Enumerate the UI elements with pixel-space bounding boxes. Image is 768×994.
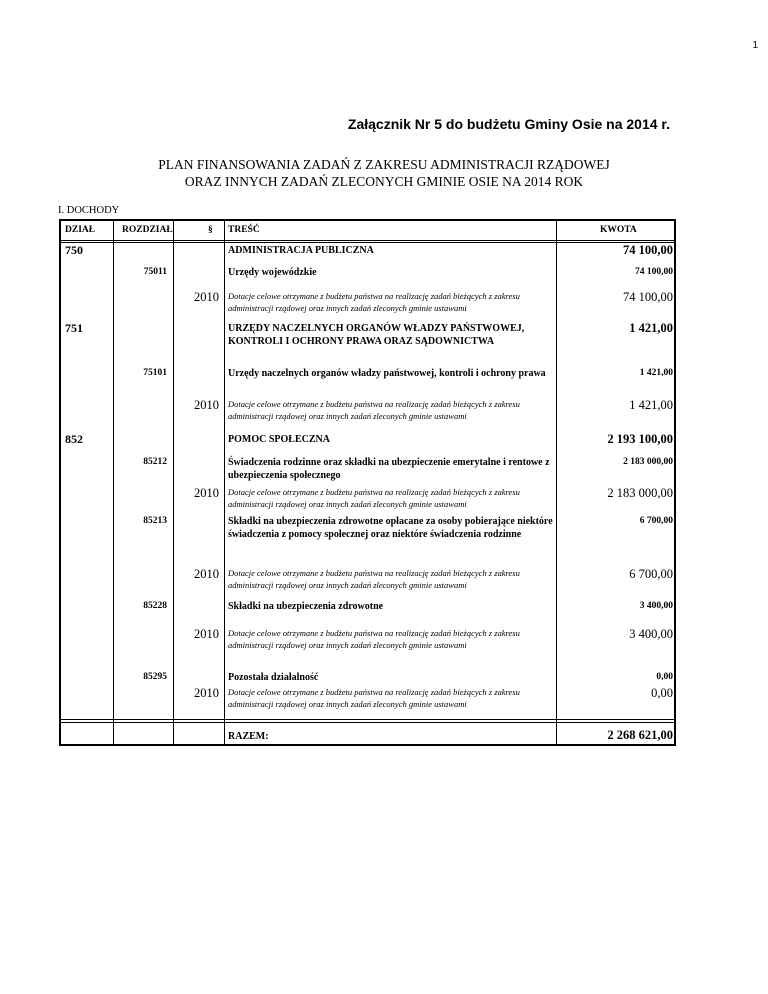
paragraf-description: Dotacje celowe otrzymane z budżetu państwa na realizację zadań bieżących z zakresu administracji rządowej oraz innych zadań zleconych gminie ustawami bbox=[228, 487, 520, 509]
rozdzial-amount: 2 183 000,00 bbox=[623, 457, 673, 467]
paragraf-code: 2010 bbox=[194, 486, 219, 500]
rozdzial-name: Pozostała działalność bbox=[228, 672, 319, 683]
rozdzial-amount: 0,00 bbox=[656, 672, 673, 682]
paragraf-amount: 2 183 000,00 bbox=[607, 486, 673, 500]
paragraf-code: 2010 bbox=[194, 290, 219, 304]
dzial-name: URZĘDY NACZELNYCH ORGANÓW WŁADZY PAŃSTWOWEJ, KONTROLI I OCHRONY PRAWA ORAZ SĄDOWNICTWA bbox=[228, 323, 525, 347]
header-paragraf: § bbox=[208, 225, 213, 235]
page-number: 1 bbox=[752, 40, 758, 51]
header-divider bbox=[61, 240, 674, 241]
total-label: RAZEM: bbox=[228, 731, 269, 742]
dzial-amount: 74 100,00 bbox=[623, 243, 673, 257]
header-kwota: KWOTA bbox=[600, 225, 637, 235]
rozdzial-code: 85213 bbox=[143, 516, 167, 526]
paragraf-description: Dotacje celowe otrzymane z budżetu państwa na realizację zadań bieżących z zakresu administracji rządowej oraz innych zadań zleconych gminie ustawami bbox=[228, 628, 520, 650]
rozdzial-name: Składki na ubezpieczenia zdrowotne opłacane za osoby pobierające niektóre świadczenia z pomocy społecznej oraz niektóre świadczenia rodzinne bbox=[228, 516, 553, 540]
rozdzial-name: Świadczenia rodzinne oraz składki na ubezpieczenie emerytalne i rentowe z ubezpieczenia społecznego bbox=[228, 457, 550, 481]
rozdzial-amount: 1 421,00 bbox=[639, 368, 673, 378]
dzial-code: 852 bbox=[65, 432, 83, 446]
header-rozdzial: ROZDZIAŁ bbox=[122, 225, 173, 235]
paragraf-amount: 74 100,00 bbox=[623, 290, 673, 304]
paragraf-amount: 3 400,00 bbox=[629, 627, 673, 641]
rozdzial-code: 85228 bbox=[143, 601, 167, 611]
paragraf-amount: 0,00 bbox=[651, 686, 673, 700]
dzial-name: POMOC SPOŁECZNA bbox=[228, 434, 330, 445]
paragraf-code: 2010 bbox=[194, 398, 219, 412]
rozdzial-amount: 3 400,00 bbox=[639, 601, 673, 611]
revenue-table bbox=[59, 219, 676, 746]
paragraf-description: Dotacje celowe otrzymane z budżetu państwa na realizację zadań bieżących z zakresu administracji rządowej oraz innych zadań zleconych gminie ustawami bbox=[228, 687, 520, 709]
dzial-code: 750 bbox=[65, 243, 83, 257]
paragraf-code: 2010 bbox=[194, 567, 219, 581]
title-line-1: PLAN FINANSOWANIA ZADAŃ Z ZAKRESU ADMINISTRACJI RZĄDOWEJ bbox=[158, 157, 610, 172]
total-divider bbox=[61, 719, 674, 720]
total-amount: 2 268 621,00 bbox=[607, 728, 673, 742]
rozdzial-amount: 6 700,00 bbox=[639, 516, 673, 526]
document-title bbox=[0, 156, 768, 190]
dzial-amount: 1 421,00 bbox=[629, 321, 673, 335]
rozdzial-name: Urzędy wojewódzkie bbox=[228, 267, 317, 278]
paragraf-code: 2010 bbox=[194, 686, 219, 700]
paragraf-description: Dotacje celowe otrzymane z budżetu państwa na realizację zadań bieżących z zakresu administracji rządowej oraz innych zadań zleconych gminie ustawami bbox=[228, 399, 520, 421]
paragraf-amount: 6 700,00 bbox=[629, 567, 673, 581]
rozdzial-code: 75101 bbox=[143, 368, 167, 378]
rozdzial-name: Urzędy naczelnych organów władzy państwowej, kontroli i ochrony prawa bbox=[228, 368, 546, 379]
dzial-amount: 2 193 100,00 bbox=[607, 432, 673, 446]
rozdzial-amount: 74 100,00 bbox=[635, 267, 673, 277]
annex-title: Załącznik Nr 5 do budżetu Gminy Osie na 2014 r. bbox=[347, 116, 670, 132]
rozdzial-code: 75011 bbox=[143, 267, 167, 277]
paragraf-amount: 1 421,00 bbox=[629, 398, 673, 412]
total-divider bbox=[61, 722, 674, 723]
column-divider bbox=[113, 221, 114, 744]
dzial-code: 751 bbox=[65, 321, 83, 335]
title-line-2: ORAZ INNYCH ZADAŃ ZLECONYCH GMINIE OSIE NA 2014 ROK bbox=[184, 174, 584, 189]
dzial-name: ADMINISTRACJA PUBLICZNA bbox=[228, 245, 374, 256]
paragraf-description: Dotacje celowe otrzymane z budżetu państwa na realizację zadań bieżących z zakresu administracji rządowej oraz innych zadań zleconych gminie ustawami bbox=[228, 568, 520, 590]
column-divider bbox=[173, 221, 174, 744]
section-label: I. DOCHODY bbox=[58, 205, 120, 216]
paragraf-code: 2010 bbox=[194, 627, 219, 641]
rozdzial-code: 85295 bbox=[143, 672, 167, 682]
header-tresc: TREŚĆ bbox=[228, 225, 260, 235]
column-divider bbox=[224, 221, 225, 744]
paragraf-description: Dotacje celowe otrzymane z budżetu państwa na realizację zadań bieżących z zakresu administracji rządowej oraz innych zadań zleconych gminie ustawami bbox=[228, 291, 520, 313]
rozdzial-code: 85212 bbox=[143, 457, 167, 467]
header-dzial: DZIAŁ bbox=[65, 225, 96, 235]
rozdzial-name: Składki na ubezpieczenia zdrowotne bbox=[228, 601, 384, 612]
